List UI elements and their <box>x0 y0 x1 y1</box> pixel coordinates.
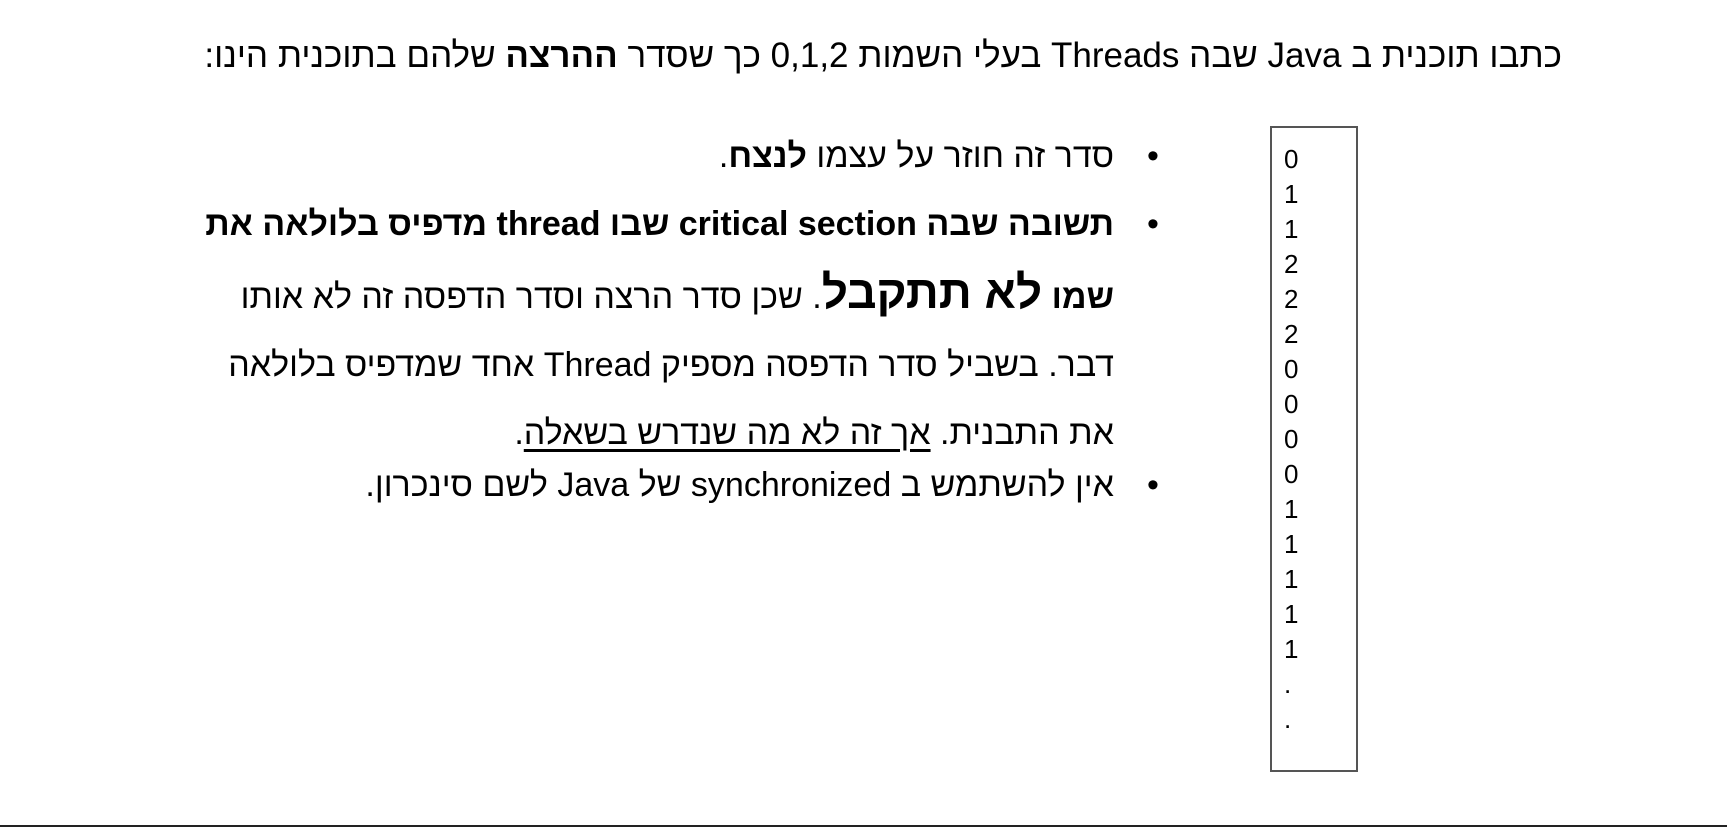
bullet-underlined: אך זה לא מה שנדרש בשאלה <box>523 414 931 452</box>
sequence-item: . <box>1284 669 1292 699</box>
title-part1: כתבו תוכנית ב Java שבה Threads בעלי השמות 0,1,2 כך שסדר <box>617 36 1562 75</box>
bullet-bold: לנצח <box>728 137 807 175</box>
sequence-item: 0 <box>1284 389 1299 419</box>
title-bold: ההרצה <box>505 36 618 75</box>
bullet-end: . <box>718 137 729 175</box>
sequence-item: 1 <box>1284 634 1299 664</box>
sequence-item: 0 <box>1284 459 1299 489</box>
bullet-big-emphasis: לא תתקבל <box>821 266 1043 318</box>
sequence-item: . <box>1284 704 1292 734</box>
bullet-critical-section <box>200 190 1160 467</box>
bullet-text: . שכן סדר הרצה וסדר הדפסה זה לא אותו דבר. בשביל סדר הדפסה מספיק Thread אחד שמדפיס בלולאה את התבנית. <box>228 278 1114 452</box>
sequence-item: 1 <box>1284 599 1299 629</box>
sequence-item: 0 <box>1284 354 1299 384</box>
requirements-list <box>200 132 1160 509</box>
bullet-no-synchronized <box>200 461 1160 509</box>
sequence-box <box>1270 126 1358 772</box>
sequence-item: 1 <box>1284 214 1299 244</box>
bullet-dot: • <box>1147 137 1159 175</box>
question-title <box>130 34 1562 78</box>
bullet-end: . <box>514 414 524 452</box>
bullet-dot: • <box>1147 466 1159 504</box>
bullet-text: אין להשתמש ב synchronized של Java לשם סינכרון. <box>365 466 1114 504</box>
bullet-dot: • <box>1147 205 1159 243</box>
title-part2: שלהם בתוכנית הינו: <box>204 36 506 75</box>
sequence-item: 2 <box>1284 319 1299 349</box>
sequence-item: 0 <box>1284 144 1299 174</box>
sequence-item: 0 <box>1284 424 1299 454</box>
bullet-text: סדר זה חוזר על עצמו <box>806 137 1114 175</box>
sequence-item: 2 <box>1284 249 1299 279</box>
sequence-item: 1 <box>1284 494 1299 524</box>
bullet-bold: תשובה שבה critical section שבו thread מדפיס בלולאה את שמו <box>205 205 1114 316</box>
sequence-item: 1 <box>1284 529 1299 559</box>
sequence-item: 2 <box>1284 284 1299 314</box>
bullet-forever <box>200 132 1160 180</box>
sequence-item: 1 <box>1284 564 1299 594</box>
sequence-list <box>1284 142 1298 737</box>
sequence-item: 1 <box>1284 179 1299 209</box>
